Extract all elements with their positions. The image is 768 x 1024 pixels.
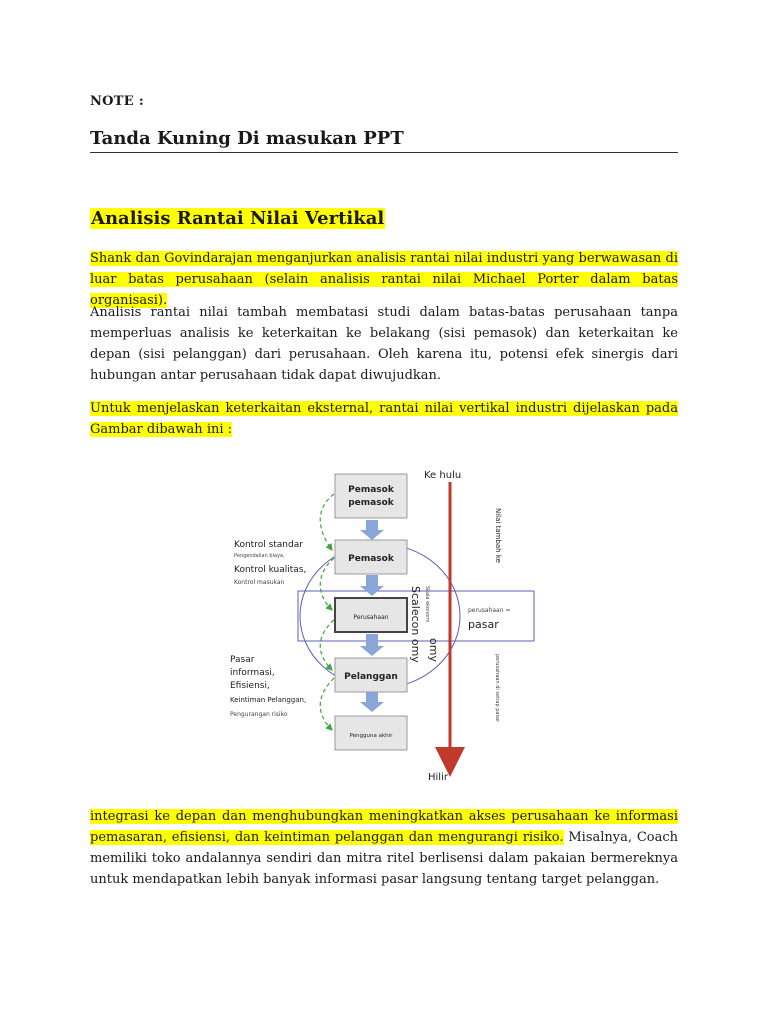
diagram-label: Ke hulu <box>424 470 462 481</box>
diagram-label: Pelanggan <box>344 672 398 682</box>
connector-1 <box>360 520 384 540</box>
diagram-label: Kontrol masukan <box>234 579 285 586</box>
paragraph-3: Untuk menjelaskan keterkaitan eksternal, rantai nilai vertikal industri dijelaskan pada Gambar dibawah ini : <box>90 401 678 437</box>
subtitle: Tanda Kuning Di masukan PPT <box>90 128 404 149</box>
paragraph-1: Shank dan Govindarajan menganjurkan analisis rantai nilai industri yang berwawasan di luar batas perusahaan (selain analisis rantai nilai Michael Porter dalam batas organisasi). <box>90 251 678 308</box>
dashed-arrow-4 <box>320 678 334 730</box>
diagram-label: omy <box>427 638 440 662</box>
diagram-label: Nilai tambah ke <box>494 508 502 563</box>
diagram-label: Pengurangan risiko <box>230 711 288 718</box>
diagram-label: Pemasok <box>348 554 394 564</box>
note-label: NOTE : <box>90 94 144 109</box>
diagram-label: pemasok <box>348 498 394 508</box>
paragraph-4-rest: Misalnya, Coach memiliki toko andalannya sendiri dan mitra ritel berlisensi dalam pakaian bermereknya untuk mendapatkan lebih banyak informasi pasar langsung tentang target pelanggan. <box>90 830 678 887</box>
paragraph-4 <box>90 806 678 890</box>
diagram-label: perusahaan = <box>468 607 511 614</box>
paragraph-4-highlight: integrasi ke depan dan menghubungkan meningkatkan akses perusahaan ke informasi pemasaran, efisiensi, dan keintiman pelanggan dan mengurangi risiko. <box>90 809 678 845</box>
diagram-label: perusahaan di setiap pasar <box>494 654 500 723</box>
diagram-label: Keintiman Pelanggan, <box>230 696 307 704</box>
divider <box>90 152 678 153</box>
diagram-label: Hilir <box>428 772 448 783</box>
connector-2 <box>360 575 384 596</box>
diagram-label: Skala ekonomi <box>424 586 430 623</box>
diagram-label: Perusahaan <box>353 614 389 621</box>
connector-3 <box>360 634 384 656</box>
vertical-value-chain-diagram <box>218 458 558 788</box>
diagram-label: Efisiensi, <box>230 681 270 691</box>
dashed-arrow-3 <box>320 620 334 670</box>
diagram-label: informasi, <box>230 668 275 678</box>
diagram-label: Kontrol standar <box>234 540 303 550</box>
diagram-label: Kontrol kualitas, <box>234 565 307 575</box>
connector-4 <box>360 692 384 712</box>
diagram-label: Pemasok <box>348 485 394 495</box>
box-pemasok-pemasok <box>335 474 407 518</box>
section-heading: Analisis Rantai Nilai Vertikal <box>91 208 385 229</box>
diagram-label: Pasar <box>230 655 255 665</box>
paragraph-2: Analisis rantai nilai tambah membatasi studi dalam batas-batas perusahaan tanpa memperluas analisis ke keterkaitan ke belakang (sisi pemasok) dan keterkaitan ke depan (sisi pelanggan) dari perusahaan. Oleh karena itu, potensi efek sinergis dari hubungan antar perusahaan tidak dapat diwujudkan. <box>90 305 678 383</box>
diagram-label: Pengguna akhir <box>349 733 393 739</box>
diagram-label: Pengendalian biaya, <box>234 553 285 559</box>
dashed-arrow-1 <box>320 494 334 550</box>
diagram-label: Scalecon omy <box>409 586 422 663</box>
diagram-label: pasar <box>468 618 499 631</box>
